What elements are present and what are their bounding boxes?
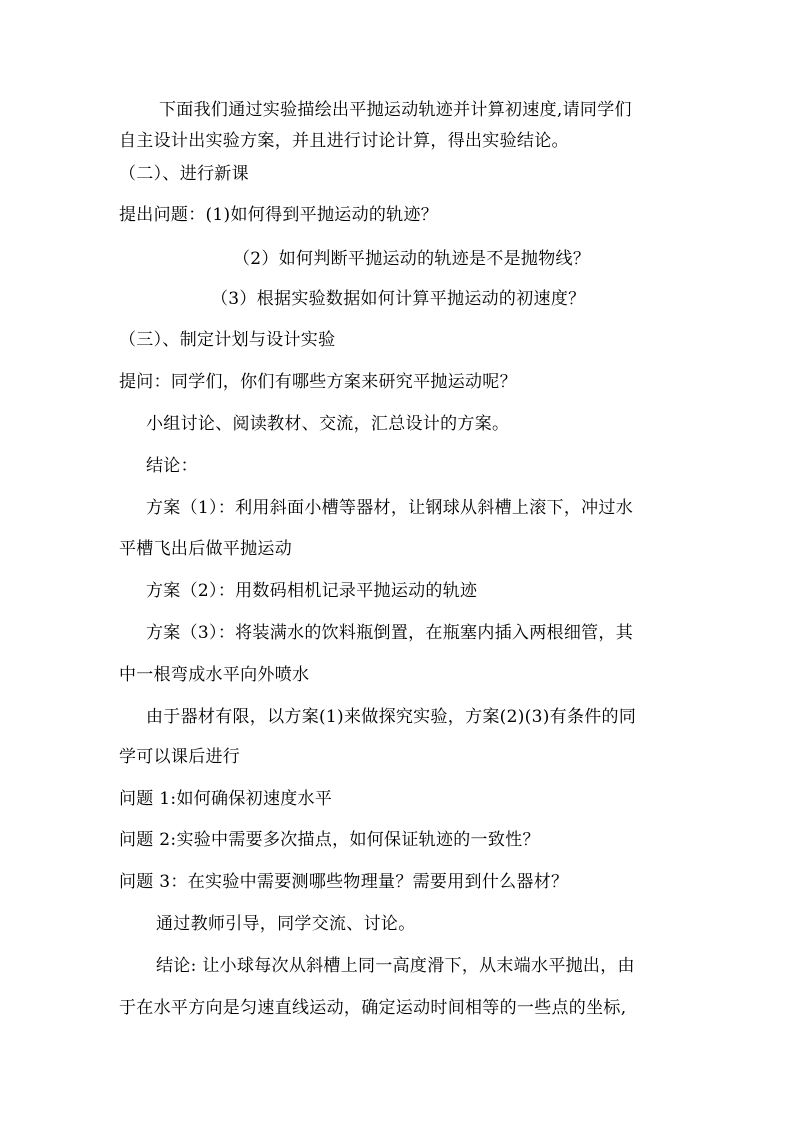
plan-1-line-2: 平槽飞出后做平抛运动 — [119, 539, 292, 559]
equipment-note-line-1: 由于器材有限，以方案(1)来做探究实验，方案(2)(3)有条件的同 — [146, 707, 637, 727]
section-heading-new-lesson: （二）、进行新课 — [119, 164, 249, 184]
final-conclusion-line-2: 于在水平方向是匀速直线运动，确定运动时间相等的一些点的坐标, — [119, 998, 627, 1018]
final-conclusion-line-1: 结论: 让小球每次从斜槽上同一高度滑下，从末端水平抛出，由 — [156, 956, 635, 976]
plan-3-line-1: 方案（3）：将装满水的饮料瓶倒置，在瓶塞内插入两根细管，其 — [146, 623, 634, 643]
intro-line-1: 下面我们通过实验描绘出平抛运动轨迹并计算初速度,请同学们 — [159, 100, 632, 120]
problem-1: 问题 1:如何确保初速度水平 — [119, 789, 333, 809]
question-1: 提出问题：(1)如何得到平抛运动的轨迹？ — [119, 205, 439, 225]
intro-line-2: 自主设计出实验方案，并且进行讨论计算，得出实验结论。 — [119, 131, 569, 151]
teacher-guidance-line: 通过教师引导，同学交流、讨论。 — [156, 914, 416, 934]
problem-2: 问题 2:实验中需要多次描点，如何保证轨迹的一致性？ — [119, 830, 540, 850]
question-2: （2）如何判断平抛运动的轨迹是不是抛物线？ — [233, 249, 591, 269]
question-3: （3）根据实验数据如何计算平抛运动的初速度？ — [211, 289, 586, 309]
plan-2-line: 方案（2）：用数码相机记录平抛运动的轨迹 — [146, 581, 478, 601]
problem-3: 问题 3：在实验中需要测哪些物理量？需要用到什么器材？ — [119, 872, 569, 892]
ask-line: 提问：同学们，你们有哪些方案来研究平抛运动呢？ — [119, 372, 517, 392]
plan-1-line-1: 方案（1）：利用斜面小槽等器材，让钢球从斜槽上滚下，冲过水 — [146, 498, 634, 518]
equipment-note-line-2: 学可以课后进行 — [119, 747, 241, 767]
plan-3-line-2: 中一根弯成水平向外喷水 — [119, 665, 310, 685]
group-discussion-line: 小组讨论、阅读教材、交流，汇总设计的方案。 — [146, 414, 510, 434]
section-heading-plan: （三）、制定计划与设计实验 — [119, 330, 336, 350]
conclusion-label: 结论： — [146, 456, 198, 476]
